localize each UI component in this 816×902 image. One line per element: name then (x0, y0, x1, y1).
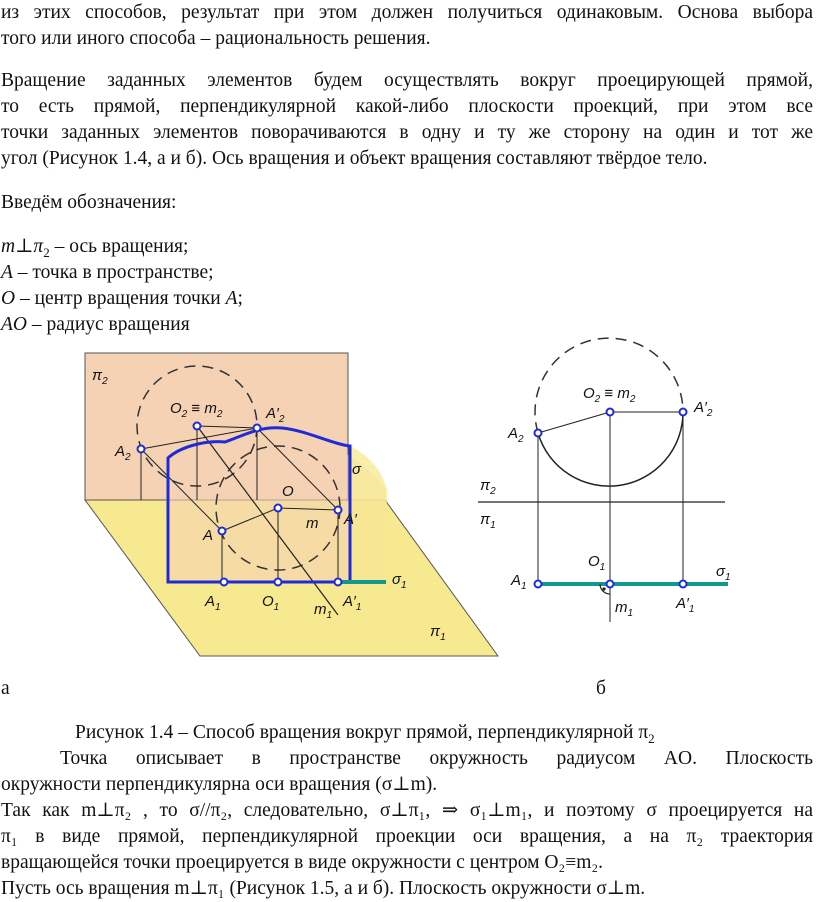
label-sigma1: $\sigma_1$ (716, 563, 731, 583)
label-m1: $m_1$ (314, 601, 333, 621)
figure-b (470, 330, 770, 630)
point-a2-prime (680, 409, 687, 416)
text-line: из этих способов, результат при этом должен получиться одинаковым. Основа выбора (1, 2, 813, 23)
figure-label-a: а (1, 678, 10, 699)
figure-label-b: б (596, 678, 606, 699)
label-a1-prime: $A'_1$ (343, 593, 362, 613)
label-o2-m2: $O_2 \equiv m_2$ (583, 385, 636, 405)
label-a-prime: A′ (344, 511, 357, 528)
point-o2 (194, 423, 201, 430)
notation-item: AO – радиус вращения (1, 314, 190, 335)
text-line: окружности перпендикулярна оси вращения (σ⊥m). (1, 774, 438, 795)
point-a-prime (335, 507, 342, 514)
point-a2 (535, 430, 542, 437)
point-a1-prime (335, 579, 342, 586)
point-o2 (607, 409, 614, 416)
text-line: точки заданных элементов поворачиваются в одну и ту же сторону на один и тот же (1, 122, 813, 143)
label-pi2: $\pi_2$ (92, 367, 108, 387)
label-a2-prime: $A'_2$ (694, 399, 713, 419)
figure-a (75, 350, 505, 660)
point-a1-prime (680, 581, 687, 588)
text-line: Так как m⊥π₂ , то σ//π₂, следовательно, σ⊥π₁, ⇒ σ₁⊥m₁, и поэтому σ проецируется на (1, 800, 813, 821)
point-a1 (221, 579, 228, 586)
text-line: угол (Рисунок 1.4, а и б). Ось вращения и объект вращения составляют твёрдое тело. (1, 148, 708, 169)
point-o (275, 505, 282, 512)
point-a1 (535, 581, 542, 588)
label-a2: $A_2$ (115, 443, 131, 463)
label-o1: $O_1$ (588, 553, 606, 573)
point-a2-prime (254, 425, 261, 432)
notation-item: $m\perp\pi_2$ – ось вращения; (1, 236, 189, 260)
label-a1-prime: $A'_1$ (676, 595, 695, 615)
label-sigma: σ (352, 461, 362, 478)
radius-line (538, 412, 610, 433)
label-a: A (203, 527, 214, 544)
label-sigma1: $\sigma_1$ (392, 571, 407, 591)
text-line: Точка описывает в пространстве окружность радиусом AO. Плоскость (60, 748, 813, 769)
label-a2: $A_2$ (508, 425, 524, 445)
text-line: вращающейся точки проецируется в виде окружности с центром O₂≡m₂. (1, 852, 604, 873)
label-pi2: $\pi_2$ (480, 477, 496, 497)
text-line: того или иного способа – рациональность решения. (1, 28, 431, 49)
label-m: m (306, 515, 319, 532)
label-o2-m2: $O_2 \equiv m_2$ (170, 400, 223, 420)
point-o1 (607, 581, 614, 588)
notation-item: A – точка в пространстве; (1, 262, 214, 283)
point-a (219, 528, 226, 535)
notation-item: O – центр вращения точки A; (1, 288, 243, 309)
point-a2 (138, 446, 145, 453)
text-line: Введём обозначения: (1, 192, 177, 213)
text-line: то есть прямой, перпендикулярной какой-либо плоскости проекций, при этом все (1, 96, 813, 117)
right-angle-dot (602, 587, 605, 590)
figure-caption: Рисунок 1.4 – Способ вращения вокруг прямой, перпендикулярной $\pi_2$ (75, 722, 655, 746)
point-o1 (275, 579, 282, 586)
label-pi1: $\pi_1$ (430, 623, 446, 643)
label-a1: $A_1$ (205, 593, 221, 613)
text-line: Пусть ось вращения m⊥π₁ (Рисунок 1.5, а и б). Плоскость окружности σ⊥m. (1, 878, 646, 899)
label-a1: $A_1$ (511, 572, 527, 592)
text-line: Вращение заданных элементов будем осуществлять вокруг проецирующей прямой, (1, 70, 813, 91)
trajectory-arc-solid (538, 412, 683, 486)
label-pi1: $\pi_1$ (480, 511, 496, 531)
label-a2-prime: $A'_2$ (266, 405, 285, 425)
text-line: π₁ в виде прямой, перпендикулярной проекции оси вращения, а на π₂ траектория (1, 826, 813, 847)
label-o: O (282, 483, 294, 500)
label-o1: $O_1$ (262, 593, 280, 613)
label-m1: $m_1$ (615, 599, 634, 619)
